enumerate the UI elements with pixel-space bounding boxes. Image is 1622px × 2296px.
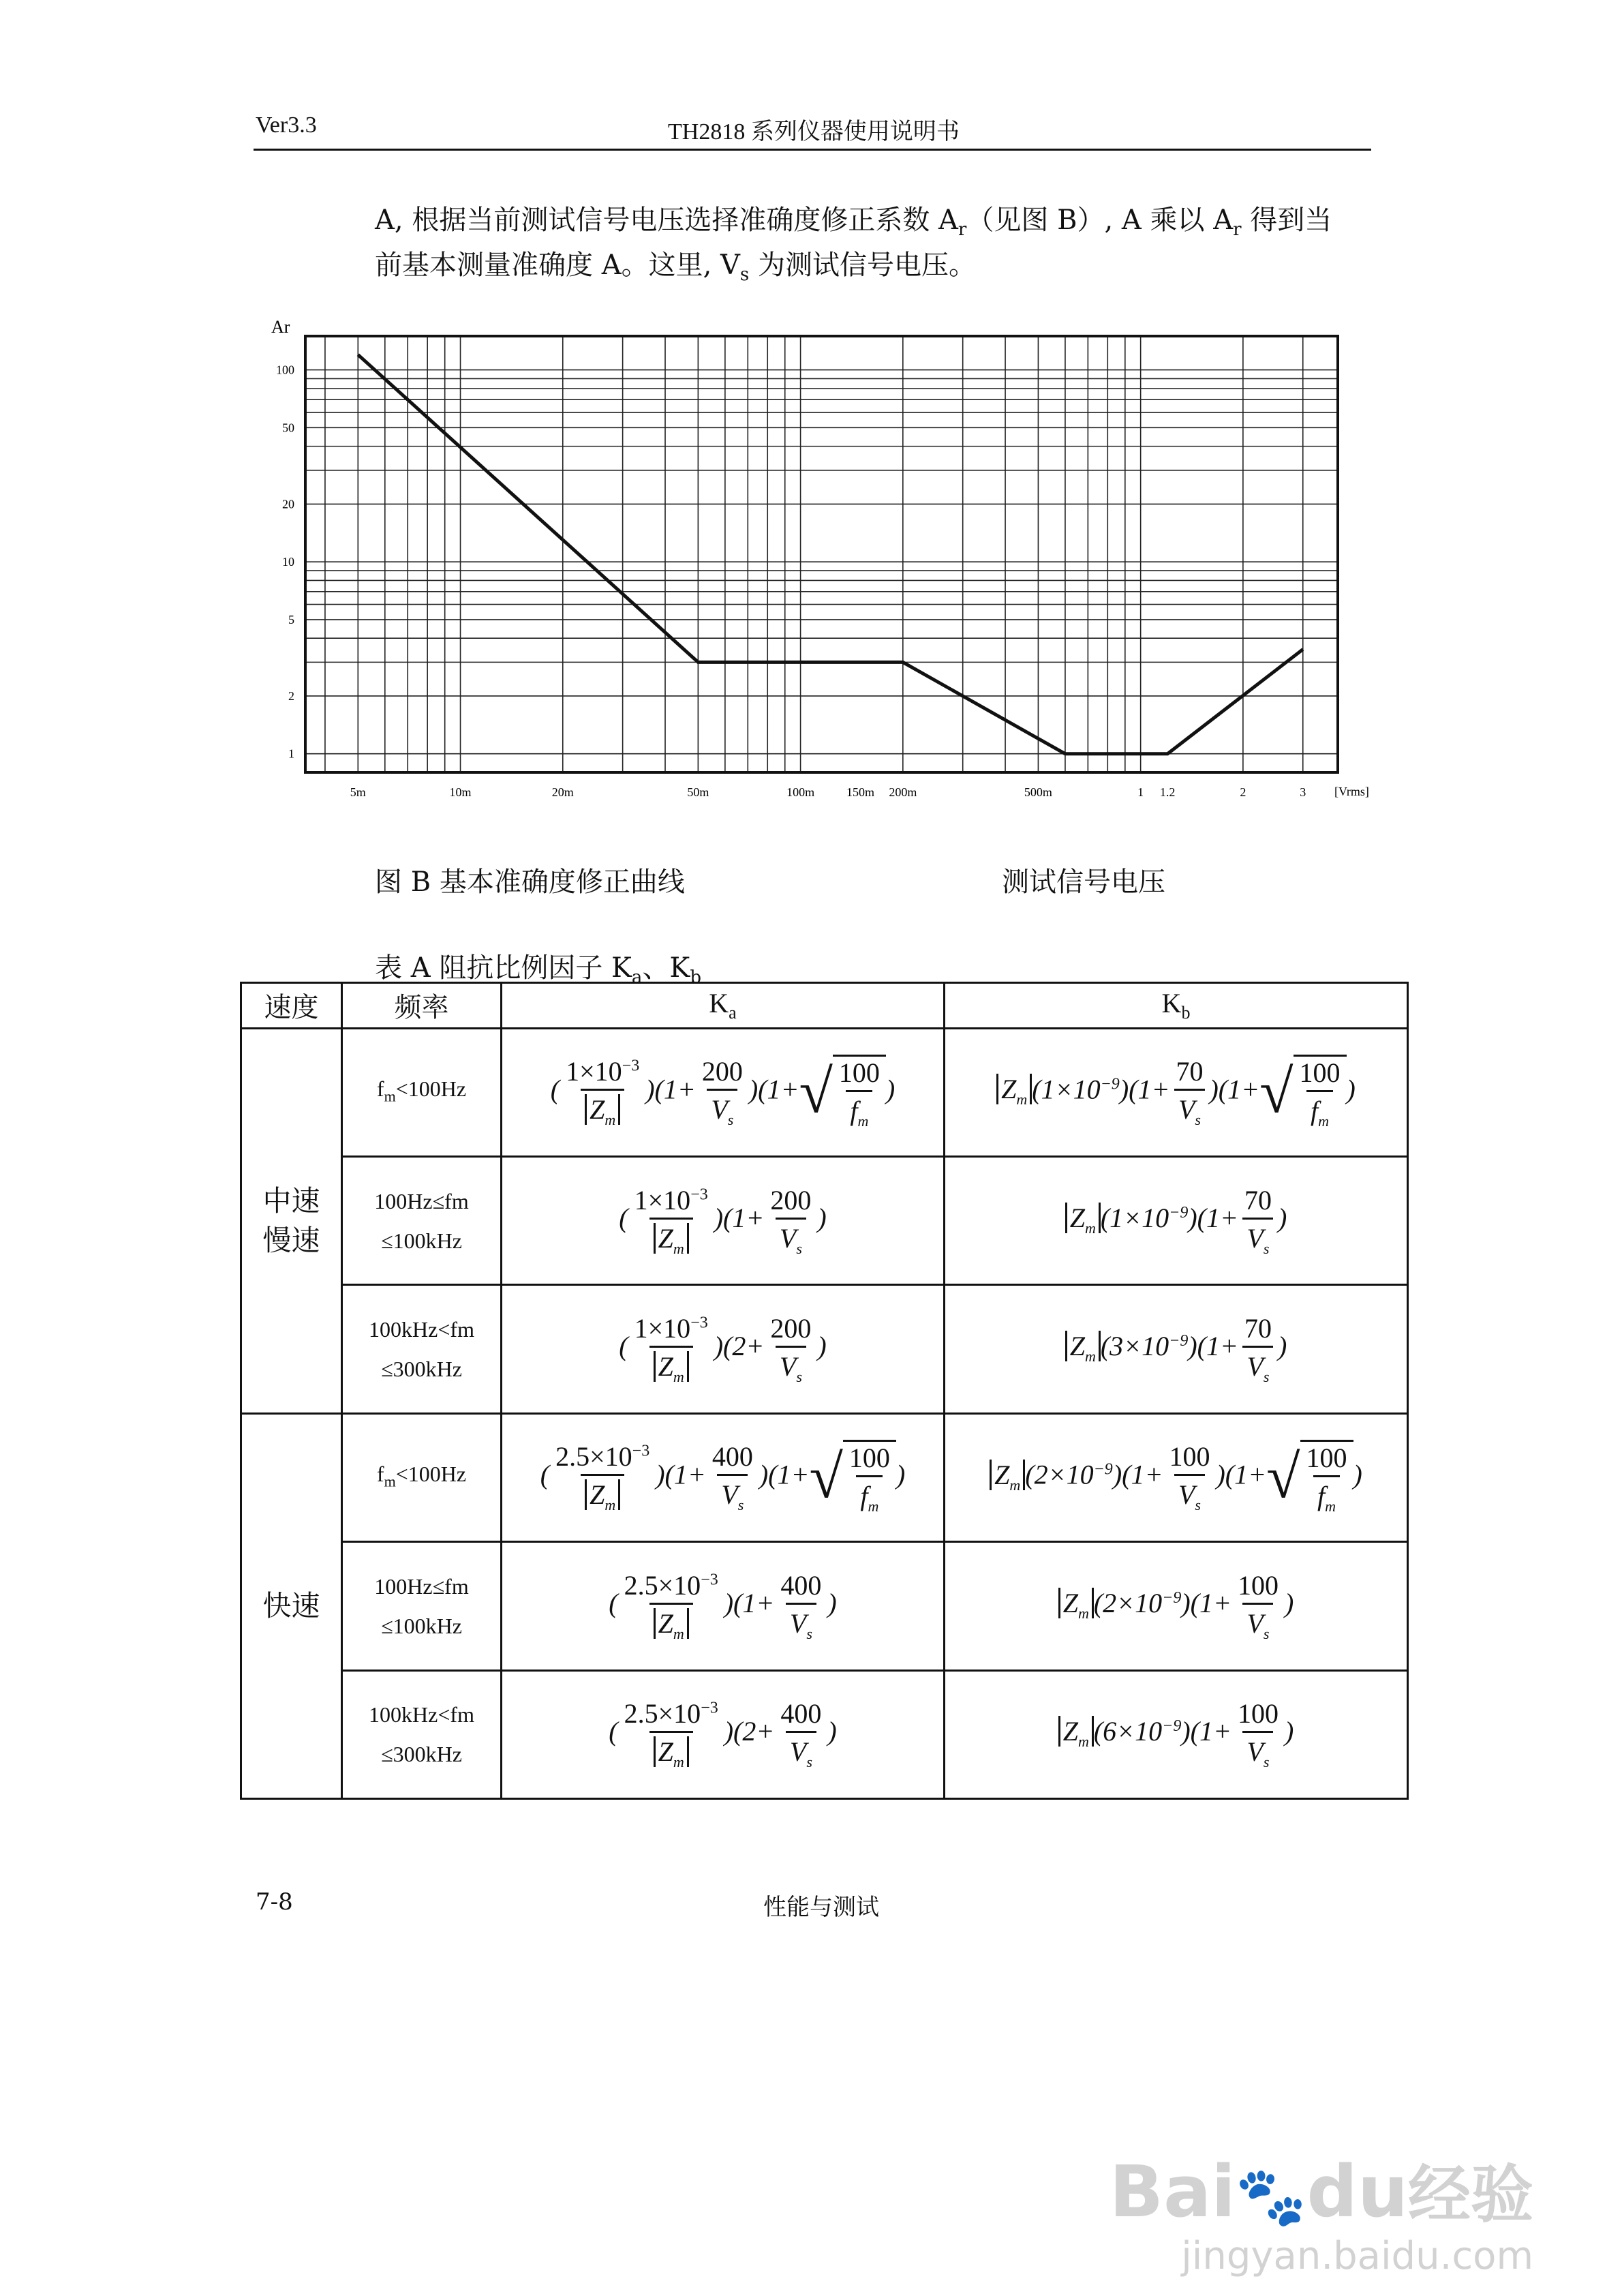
fraction-numerator: 70 <box>1244 1184 1272 1215</box>
subscript: b <box>1181 1003 1191 1023</box>
fraction <box>1302 1442 1351 1515</box>
table-row <box>241 1670 1408 1798</box>
scale-factor-table <box>240 982 1409 1800</box>
x-tick-label: 5m <box>350 785 366 799</box>
fraction-numerator: 200 <box>770 1184 812 1215</box>
kb-formula: $Z_m$ $(2\times 10^{-9})(1+$ $\frac{100}{V_s}$ )(1+√ $\frac{100}{f_m}$ ) <box>945 1413 1408 1541</box>
fraction <box>630 1184 712 1258</box>
page-number: 7-8 <box>256 1888 293 1916</box>
sqrt-body <box>833 1055 886 1130</box>
header-frequency: 频率 <box>342 983 502 1029</box>
x-tick-label: 50m <box>687 785 709 799</box>
fraction-numerator: 200 <box>770 1313 812 1344</box>
fraction <box>551 1440 654 1514</box>
text-run: 为测试信号电压。 <box>749 250 976 281</box>
fraction-denominator: $V_s$ <box>1242 1346 1273 1386</box>
fraction-numerator: 100 <box>1237 1569 1279 1601</box>
x-tick-label: 200m <box>889 785 917 799</box>
fraction-denominator: $V_s$ <box>1242 1218 1273 1258</box>
sqrt-radical: √ <box>1259 1058 1294 1126</box>
frequency-line: ≤300kHz <box>381 1357 462 1382</box>
ka-formula: ( $\frac{1\times 10^{-3}}{Z_m}$ )(1+ $\frac{200}{V_s}$ )(1+√ $\frac{100}{f_m}$ ) <box>502 1028 945 1156</box>
kb-formula: $Z_m$ $(6\times 10^{-9})(1+$ $\frac{100}{V_s}$ ) <box>945 1670 1408 1798</box>
figure-caption: 图 B 基本准确度修正曲线 <box>375 866 685 898</box>
frequency-line: ≤100kHz <box>381 1228 462 1253</box>
fraction <box>1172 1055 1207 1129</box>
frequency-line: 100Hz≤fm <box>374 1573 469 1599</box>
fraction <box>708 1440 757 1514</box>
impedance-abs: $Z_m$ <box>990 1460 1025 1490</box>
impedance-abs: $Z_m$ <box>654 1608 689 1639</box>
frequency-line: 100Hz≤fm <box>374 1188 469 1213</box>
fraction <box>1240 1184 1276 1258</box>
paragraph-line-2 <box>375 243 1370 297</box>
kb-formula: $Z_m$ $(1\times 10^{-9})(1+$ $\frac{70}{V_s}$ ) <box>945 1156 1408 1284</box>
fraction <box>1296 1057 1345 1130</box>
header-kb <box>945 983 1408 1029</box>
header-title: TH2818 系列仪器使用说明书 <box>668 119 960 145</box>
y-tick-label: 20 <box>282 497 294 511</box>
text-run: （见图 B）, A 乘以 A <box>966 205 1234 236</box>
fraction-denominator: $V_s$ <box>1174 1089 1205 1129</box>
fraction-denominator: $V_s$ <box>786 1731 816 1771</box>
kb-formula: $Z_m$ $(1\times 10^{-9})(1+$ $\frac{70}{V_s}$ )(1+√ $\frac{100}{f_m}$ ) <box>945 1028 1408 1156</box>
ka-formula: ( $\frac{2.5\times 10^{-3}}{Z_m}$ )(2+ $\frac{400}{V_s}$ ) <box>502 1670 945 1798</box>
table-row <box>241 1542 1408 1670</box>
fraction-denominator: $f_m$ <box>846 1090 872 1130</box>
x-tick-label: 3 <box>1300 785 1306 799</box>
impedance-abs: $Z_m$ <box>1065 1331 1101 1361</box>
fraction-numerator: $2.5\times 10^{-3}$ <box>624 1569 718 1601</box>
fraction-numerator: $1\times 10^{-3}$ <box>634 1313 708 1344</box>
impedance-abs: $Z_m$ <box>654 1223 689 1254</box>
text-run: 表 A 阻抗比例因子 K <box>375 952 632 984</box>
x-unit-label: [Vrms] <box>1334 785 1369 798</box>
fraction-denominator: $V_s$ <box>1174 1474 1205 1514</box>
fraction-numerator: 100 <box>838 1057 880 1088</box>
y-tick-label: 50 <box>282 421 294 435</box>
x-tick-label: 10m <box>449 785 472 799</box>
speed-cell <box>241 1413 342 1798</box>
watermark-jingyan: 经验 <box>1407 2158 1533 2231</box>
speed-label: 中速 <box>262 1183 320 1218</box>
fraction-denominator: $V_s$ <box>717 1474 748 1514</box>
sqrt-radical: √ <box>799 1058 833 1126</box>
y-tick-labels <box>276 363 294 761</box>
fraction-numerator: 100 <box>1237 1698 1279 1729</box>
fraction-numerator: $1\times 10^{-3}$ <box>566 1056 640 1087</box>
table-row <box>241 1285 1408 1413</box>
fraction-denominator <box>649 1731 693 1771</box>
fraction-denominator: $V_s$ <box>1242 1731 1273 1771</box>
text-run: 得到当 <box>1241 205 1332 236</box>
y-tick-label: 2 <box>288 689 294 703</box>
speed-label: 快速 <box>262 1588 320 1622</box>
sqrt-body <box>1300 1440 1353 1515</box>
text-run: A, 根据当前测试信号电压选择准确度修正系数 A <box>375 205 958 236</box>
x-tick-labels <box>350 785 1306 799</box>
fraction-numerator: 200 <box>701 1056 743 1087</box>
fraction <box>698 1055 747 1129</box>
fraction-denominator: $V_s$ <box>707 1089 737 1129</box>
table-row <box>241 1413 1408 1541</box>
subscript: b <box>690 967 701 988</box>
x-tick-label: 150m <box>846 785 874 799</box>
y-tick-label: 5 <box>288 612 294 626</box>
fraction-numerator: 70 <box>1176 1056 1204 1087</box>
ka-formula: ( $\frac{2.5\times 10^{-3}}{Z_m}$ )(1+ $\frac{400}{V_s}$ )(1+√ $\frac{100}{f_m}$ ) <box>502 1413 945 1541</box>
impedance-abs: $Z_m$ <box>654 1736 689 1767</box>
fraction-numerator: 70 <box>1244 1313 1272 1344</box>
baidu-watermark <box>1109 2150 1533 2278</box>
header-rule <box>254 149 1371 151</box>
watermark-du: du <box>1306 2150 1408 2233</box>
x-tick-label: 1.2 <box>1159 785 1176 799</box>
fraction <box>776 1569 825 1643</box>
x-axis-caption: 测试信号电压 <box>1002 866 1165 898</box>
impedance-abs: $Z_m$ <box>996 1074 1032 1104</box>
fraction-denominator: $f_m$ <box>856 1475 883 1515</box>
fraction-denominator: $V_s$ <box>1242 1603 1273 1643</box>
speed-cell <box>241 1028 342 1413</box>
fraction-numerator: 400 <box>780 1698 822 1729</box>
fraction <box>620 1569 722 1643</box>
paw-icon: 🐾 <box>1235 2163 1307 2230</box>
fraction-denominator: $V_s$ <box>776 1346 806 1386</box>
fraction-denominator <box>649 1603 693 1643</box>
text-run: K <box>709 988 729 1019</box>
frequency-cell <box>342 1670 502 1798</box>
fraction <box>766 1312 815 1386</box>
text-run: K <box>1161 988 1182 1019</box>
sqrt-radical: √ <box>1266 1443 1300 1511</box>
fraction-denominator <box>649 1218 693 1258</box>
sqrt-radical: √ <box>809 1443 843 1511</box>
table-header-row <box>241 983 1408 1029</box>
fraction <box>1234 1697 1283 1771</box>
fraction <box>620 1697 722 1771</box>
x-tick-label: 20m <box>551 785 574 799</box>
text-run: 前基本测量准确度 A。这里, V <box>375 250 740 281</box>
y-tick-label: 1 <box>288 746 294 761</box>
fraction-numerator: 100 <box>1169 1441 1210 1472</box>
kb-formula: $Z_m$ $(3\times 10^{-9})(1+$ $\frac{70}{V_s}$ ) <box>945 1285 1408 1413</box>
frequency-cell <box>342 1285 502 1413</box>
fraction <box>1165 1440 1214 1514</box>
fraction-denominator: $f_m$ <box>1306 1090 1333 1130</box>
section-name: 性能与测试 <box>763 1894 879 1921</box>
header-ka <box>502 983 945 1029</box>
speed-label: 慢速 <box>262 1223 320 1257</box>
fraction-numerator: 100 <box>848 1442 890 1473</box>
impedance-abs: $Z_m$ <box>1065 1203 1101 1233</box>
frequency-line: 100kHz<fm <box>369 1317 474 1342</box>
accuracy-correction-chart <box>259 314 1370 811</box>
fraction-denominator <box>581 1474 624 1514</box>
ar-curve <box>358 354 1303 753</box>
text-run: 、K <box>642 952 690 984</box>
header-version: Ver3.3 <box>256 112 317 138</box>
ka-formula: ( $\frac{2.5\times 10^{-3}}{Z_m}$ )(1+ $\frac{400}{V_s}$ ) <box>502 1542 945 1670</box>
fraction <box>845 1442 894 1515</box>
ka-formula: ( $\frac{1\times 10^{-3}}{Z_m}$ )(1+ $\frac{200}{V_s}$ ) <box>502 1156 945 1284</box>
fraction-numerator: $2.5\times 10^{-3}$ <box>624 1698 718 1729</box>
chart-grid <box>305 336 1338 772</box>
frequency-cell <box>342 1542 502 1670</box>
impedance-abs: $Z_m$ <box>585 1479 620 1510</box>
watermark-bai: Bai <box>1109 2150 1236 2233</box>
y-axis-label: Ar <box>271 317 290 337</box>
fraction-numerator: $1\times 10^{-3}$ <box>634 1184 708 1215</box>
fraction-denominator: $V_s$ <box>776 1218 806 1258</box>
subscript: s <box>739 265 750 285</box>
y-tick-label: 10 <box>282 555 294 569</box>
x-tick-label: 2 <box>1240 785 1246 799</box>
frequency-cell: $f_m<100Hz$ <box>342 1028 502 1156</box>
y-tick-label: 100 <box>276 363 294 377</box>
fraction-denominator: $V_s$ <box>786 1603 816 1643</box>
kb-formula: $Z_m$ $(2\times 10^{-9})(1+$ $\frac{100}{V_s}$ ) <box>945 1542 1408 1670</box>
fraction <box>766 1184 815 1258</box>
watermark-url: jingyan.baidu.com <box>1181 2234 1533 2278</box>
x-tick-label: 500m <box>1024 785 1052 799</box>
subscript: a <box>729 1003 737 1023</box>
watermark-logo <box>1109 2150 1533 2234</box>
subscript: r <box>958 220 967 240</box>
fraction <box>776 1697 825 1771</box>
subscript: a <box>631 967 643 988</box>
sqrt-body <box>1294 1055 1347 1130</box>
frequency-cell: $f_m<100Hz$ <box>342 1413 502 1541</box>
frequency-line: 100kHz<fm <box>369 1702 474 1727</box>
fraction <box>562 1055 643 1129</box>
fraction <box>1240 1312 1276 1386</box>
impedance-abs: $Z_m$ <box>1058 1588 1094 1618</box>
sqrt-body <box>843 1440 896 1515</box>
table-row <box>241 1156 1408 1284</box>
frequency-line: ≤100kHz <box>381 1613 462 1638</box>
impedance-abs: $Z_m$ <box>1058 1716 1094 1747</box>
fraction-numerator: 100 <box>1299 1057 1341 1088</box>
fraction-denominator <box>581 1089 624 1129</box>
fraction <box>1234 1569 1283 1643</box>
x-tick-label: 100m <box>786 785 815 799</box>
fraction-denominator <box>649 1346 693 1386</box>
fraction <box>630 1312 712 1386</box>
x-tick-label: 1 <box>1137 785 1144 799</box>
ka-formula: ( $\frac{1\times 10^{-3}}{Z_m}$ )(2+ $\frac{200}{V_s}$ ) <box>502 1285 945 1413</box>
fraction-numerator: 400 <box>780 1569 822 1601</box>
fraction-numerator: $2.5\times 10^{-3}$ <box>555 1441 650 1472</box>
fraction-denominator: $f_m$ <box>1313 1475 1340 1515</box>
frequency-line: ≤300kHz <box>381 1742 462 1767</box>
impedance-abs: $Z_m$ <box>585 1094 620 1125</box>
impedance-abs: $Z_m$ <box>654 1351 689 1382</box>
table-row <box>241 1028 1408 1156</box>
frequency-cell <box>342 1156 502 1284</box>
fraction <box>835 1057 884 1130</box>
subscript: r <box>1233 220 1242 240</box>
fraction-numerator: 400 <box>711 1441 753 1472</box>
fraction-numerator: 100 <box>1306 1442 1347 1473</box>
header-speed: 速度 <box>241 983 342 1029</box>
